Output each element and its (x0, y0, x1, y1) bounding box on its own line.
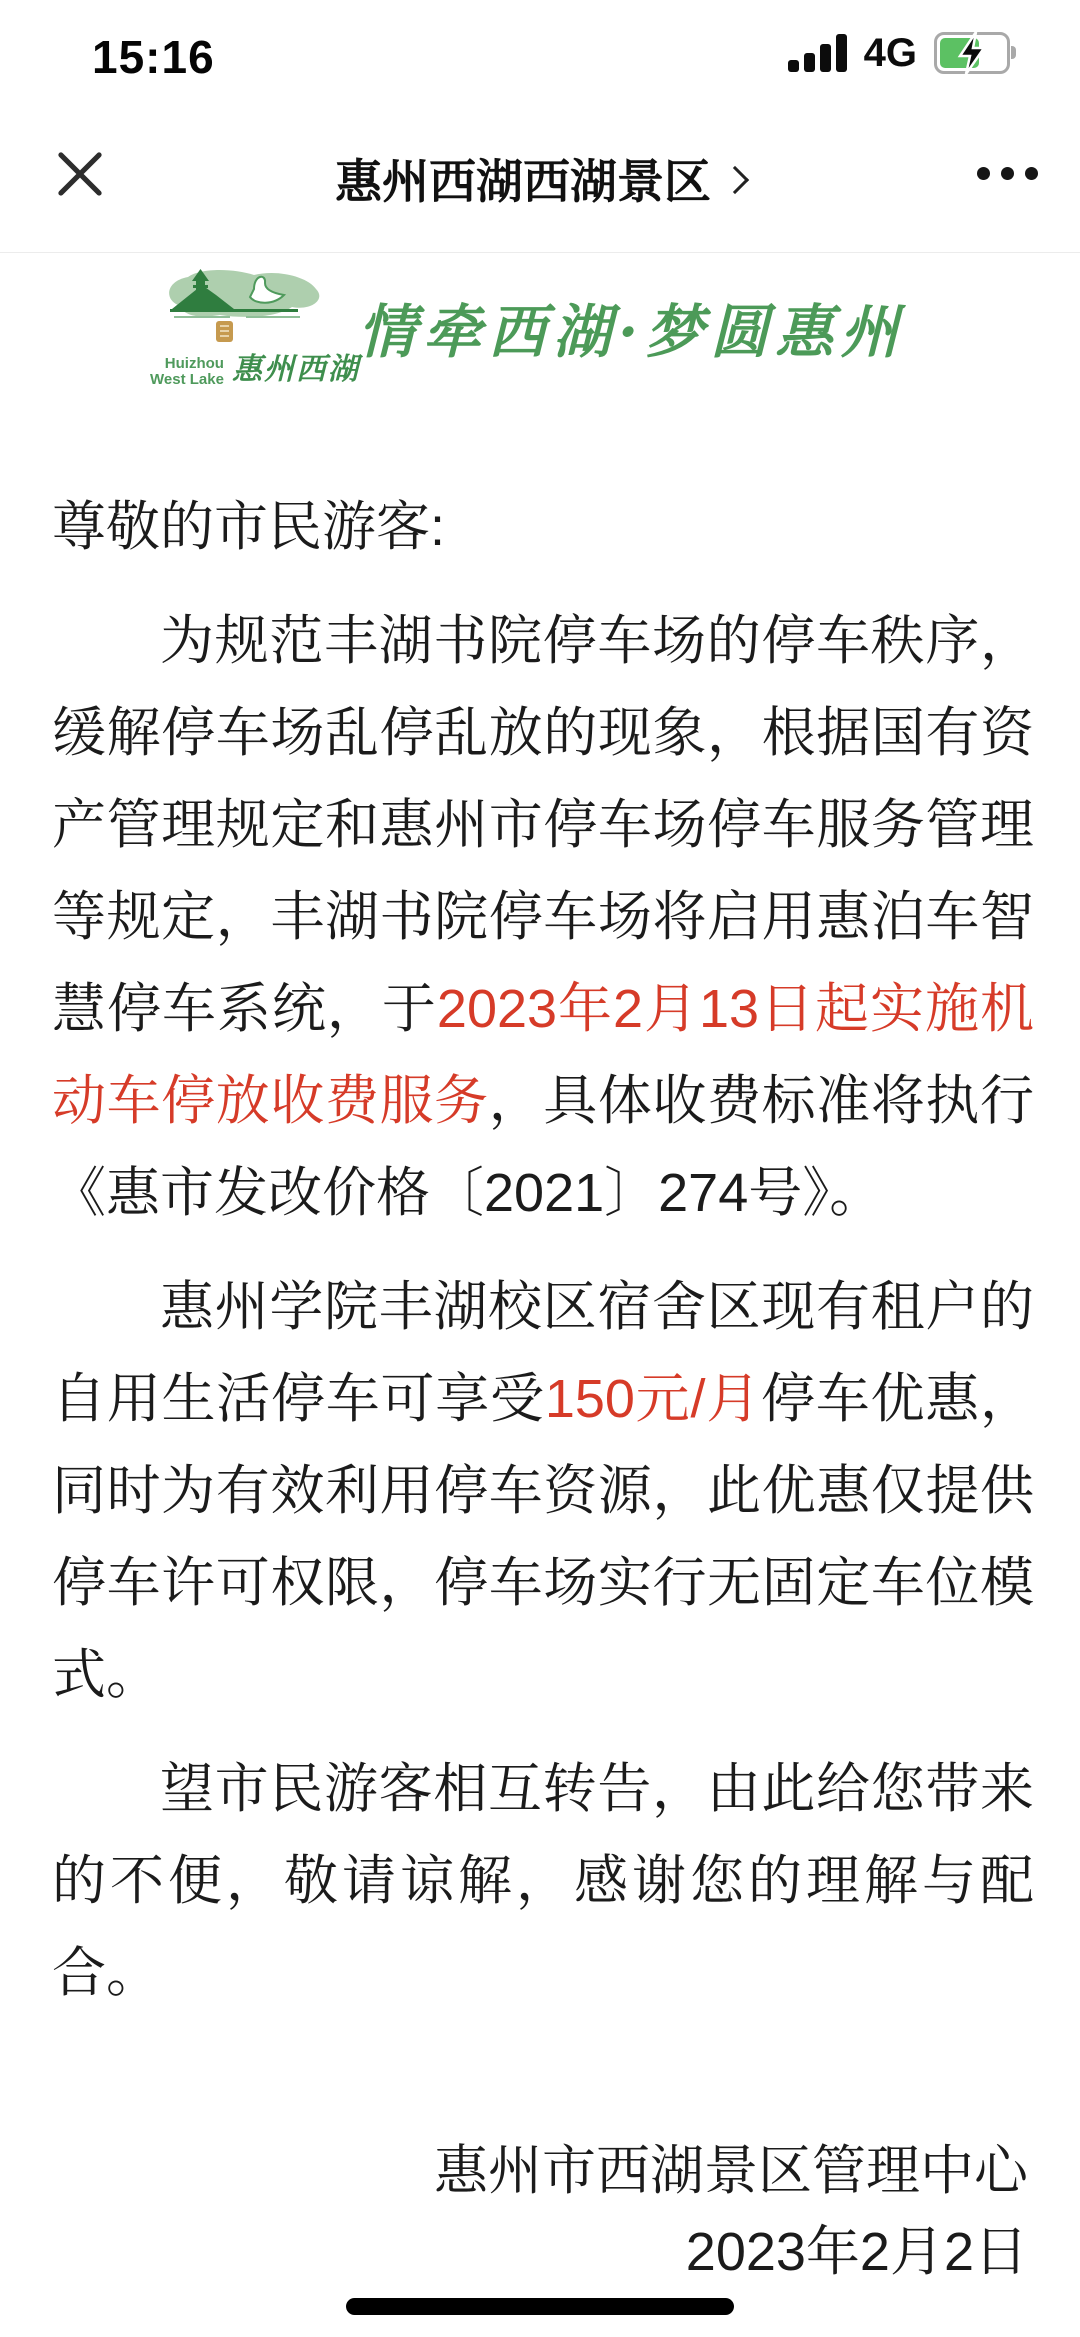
nav-bar (0, 105, 1080, 254)
status-bar-right (788, 22, 1010, 84)
signoff-date: 2023年2月2日 (685, 2222, 1028, 2282)
west-lake-logo-art (150, 265, 340, 343)
dot (977, 167, 990, 180)
home-indicator-handle[interactable] (346, 2298, 734, 2315)
paragraph-2 (52, 1261, 1034, 1721)
article-body (0, 429, 1080, 2293)
paragraph-1-highlight: 2023年2月13日起实施机动车停放收费服务 (52, 979, 1034, 1131)
logo-english-name: Huizhou West Lake (150, 355, 224, 388)
page-title: 惠州西湖西湖景区 (335, 155, 711, 208)
paragraph-1-text: 为规范丰湖书院停车场的停车秩序，缓解停车场乱停乱放的现象，根据国有资产管理规定和惠州市停车场停车服务管理等规定，丰湖书院停车场将启用惠泊车智慧停车系统，于 (52, 611, 1034, 1039)
paragraph-1 (52, 595, 1034, 1239)
paragraph-2-text: 惠州学院丰湖校区宿舍区现有租户的自用生活停车可享受 (52, 1277, 1034, 1429)
logo-chinese-name: 惠州西湖 (231, 352, 360, 387)
network-type-label: 4G (863, 30, 917, 75)
more-menu-button[interactable] (977, 157, 1038, 190)
account-title-link[interactable] (0, 105, 1080, 252)
dot (1001, 167, 1014, 180)
signal-strength-icon (788, 34, 847, 72)
battery-charging-icon (934, 32, 1010, 74)
status-bar (0, 0, 1080, 105)
header-banner (0, 253, 1080, 429)
waterline-art (170, 309, 298, 312)
banner-slogan: 情牵西湖·梦圆惠州 (358, 298, 906, 366)
clock-time: 15:16 (92, 31, 215, 83)
signoff-block (52, 2131, 1034, 2293)
lightning-bolt-icon (953, 30, 991, 76)
paragraph-1-text-end: ，具体收费标准将执行《惠市发改价格〔2021〕274号》。 (52, 1071, 1035, 1223)
signature: 惠州市西湖景区管理中心 (434, 2141, 1028, 2201)
paragraph-2-text-end: 停车优惠，同时为有效利用停车资源，此优惠仅提供停车许可权限，停车场实行无固定车位模式。 (52, 1369, 1035, 1705)
salutation: 尊敬的市民游客: (52, 497, 446, 557)
dot (1025, 167, 1038, 180)
chevron-right-icon (721, 165, 749, 193)
paragraph-3: 望市民游客相互转告，由此给您带来的不便，敬请谅解，感谢您的理解与配合。 (52, 1759, 1034, 2003)
west-lake-logo (150, 265, 370, 388)
paragraph-2-highlight: 150元/月 (544, 1369, 761, 1429)
battery-cap (1011, 46, 1016, 59)
